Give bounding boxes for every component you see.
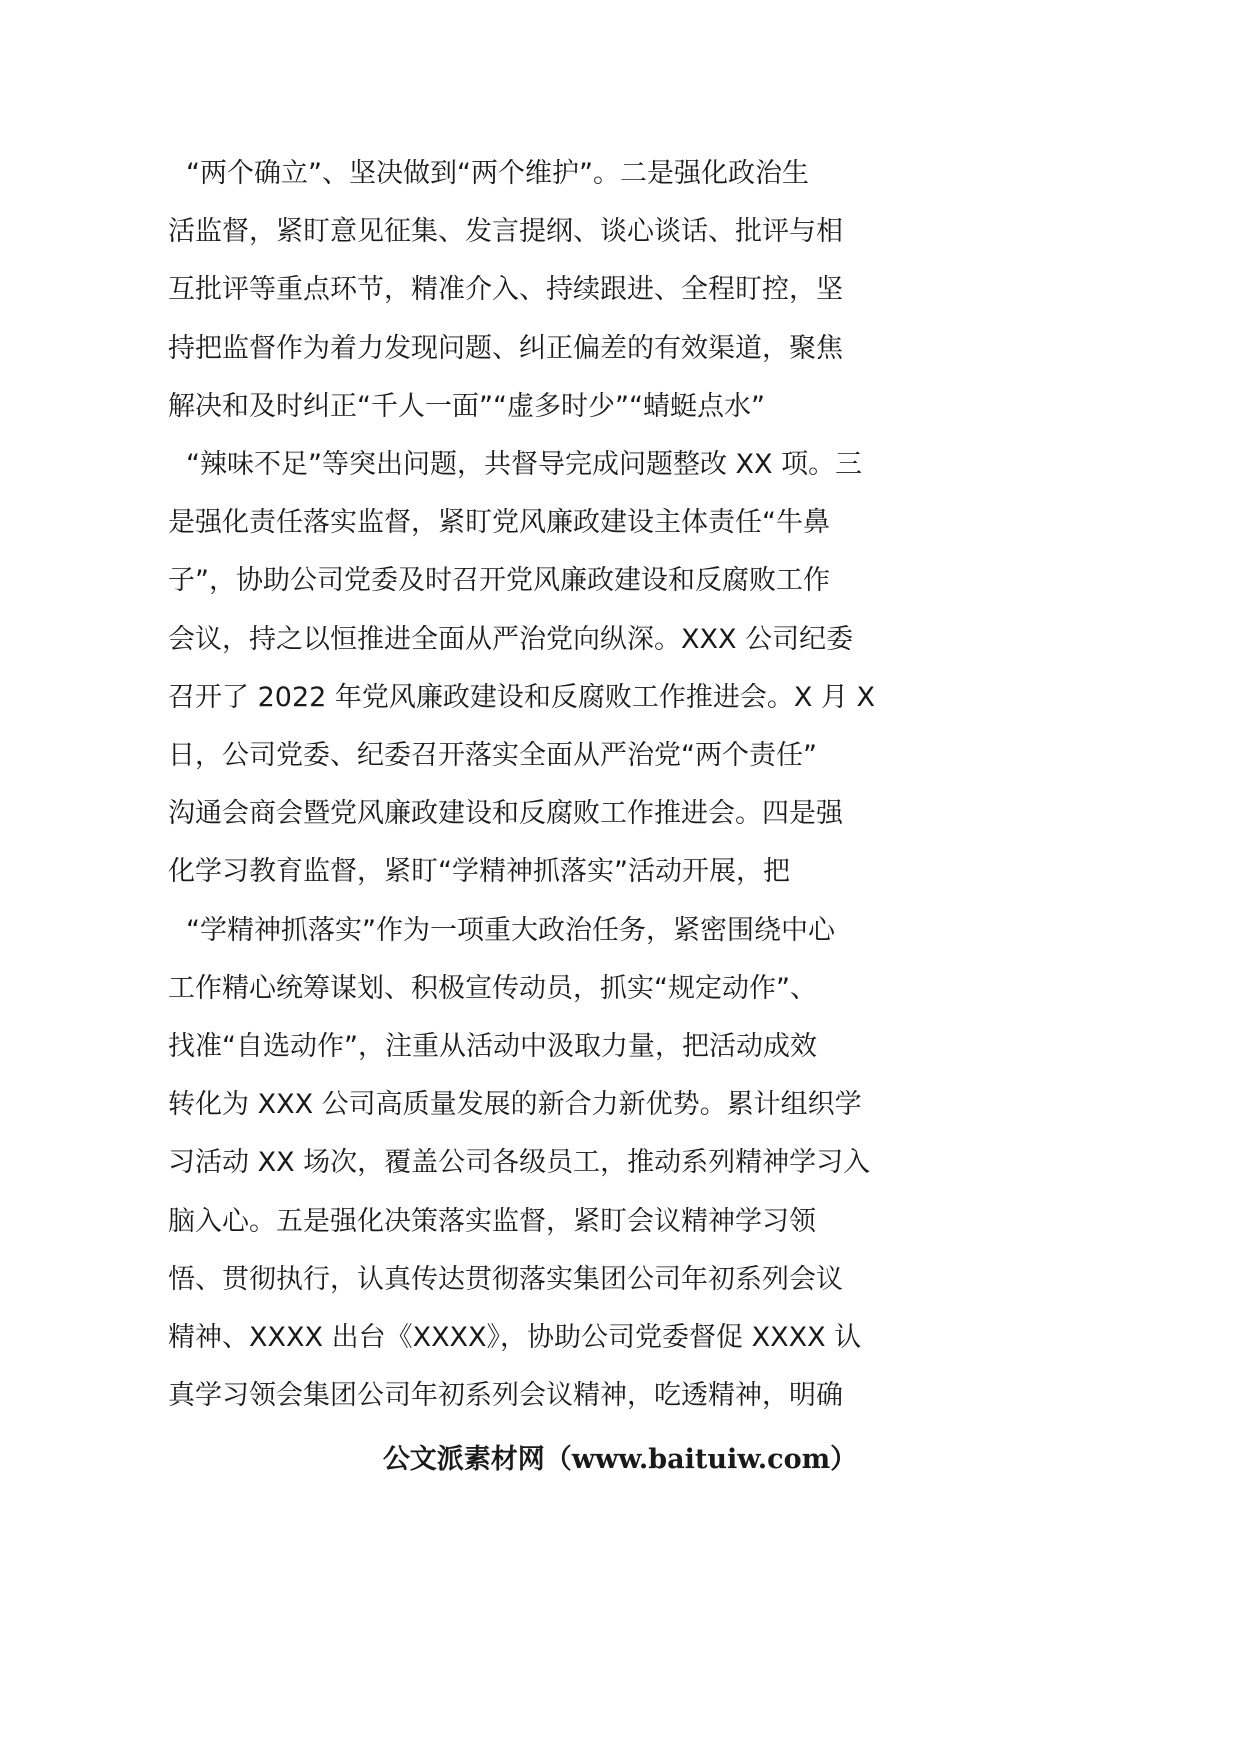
text-line: 沟通会商会暨党风廉政建设和反腐败工作推进会。四是强 — [168, 798, 843, 830]
text-line: “两个确立”、坚决做到“两个维护”。二是强化政治生 — [186, 158, 809, 189]
text-line: “辣味不足”等突出问题，共督导完成问题整改 XX 项。三 — [186, 449, 863, 480]
text-line: 精神、XXXX 出台《XXXX》，协助公司党委督促 XXXX 认 — [168, 1322, 862, 1353]
footer-watermark: 公文派素材网（www.baituiw.com） — [382, 1444, 858, 1475]
text-line: 会议，持之以恒推进全面从严治党向纵深。XXX 公司纪委 — [168, 623, 854, 655]
text-line: 脑入心。五是强化决策落实监督，紧盯会议精神学习领 — [168, 1205, 816, 1237]
text-line: 工作精心统筹谋划、积极宣传动员，抓实“规定动作”、 — [168, 972, 817, 1004]
text-line: 是强化责任落实监督，紧盯党风廉政建设主体责任“牛鼻 — [168, 507, 830, 539]
text-line: 持把监督作为着力发现问题、纠正偏差的有效渠道，聚焦 — [168, 332, 843, 364]
text-line: 解决和及时纠正“千人一面”“虚多时少”“蜻蜓点水” — [168, 390, 765, 422]
text-line: 转化为 XXX 公司高质量发展的新合力新优势。累计组织学 — [168, 1089, 862, 1121]
text-line: 互批评等重点环节，精准介入、持续跟进、全程盯控，坚 — [168, 274, 843, 306]
text-line: 召开了 2022 年党风廉政建设和反腐败工作推进会。X 月 X — [168, 681, 876, 713]
text-line: “学精神抓落实”作为一项重大政治任务，紧密围绕中心 — [186, 914, 835, 946]
text-line: 子”，协助公司党委及时召开党风廉政建设和反腐败工作 — [168, 565, 830, 597]
text-line: 悟、贯彻执行，认真传达贯彻落实集团公司年初系列会议 — [168, 1263, 843, 1295]
text-line: 真学习领会集团公司年初系列会议精神，吃透精神，明确 — [168, 1380, 843, 1412]
text-line: 找准“自选动作”，注重从活动中汲取力量，把活动成效 — [168, 1031, 817, 1062]
text-line: 习活动 XX 场次，覆盖公司各级员工，推动系列精神学习入 — [168, 1147, 871, 1179]
text-line: 日，公司党委、纪委召开落实全面从严治党“两个责任” — [168, 740, 817, 771]
text-line: 化学习教育监督，紧盯“学精神抓落实”活动开展，把 — [168, 856, 790, 888]
text-line: 活监督，紧盯意见征集、发言提纲、谈心谈话、批评与相 — [168, 216, 843, 248]
